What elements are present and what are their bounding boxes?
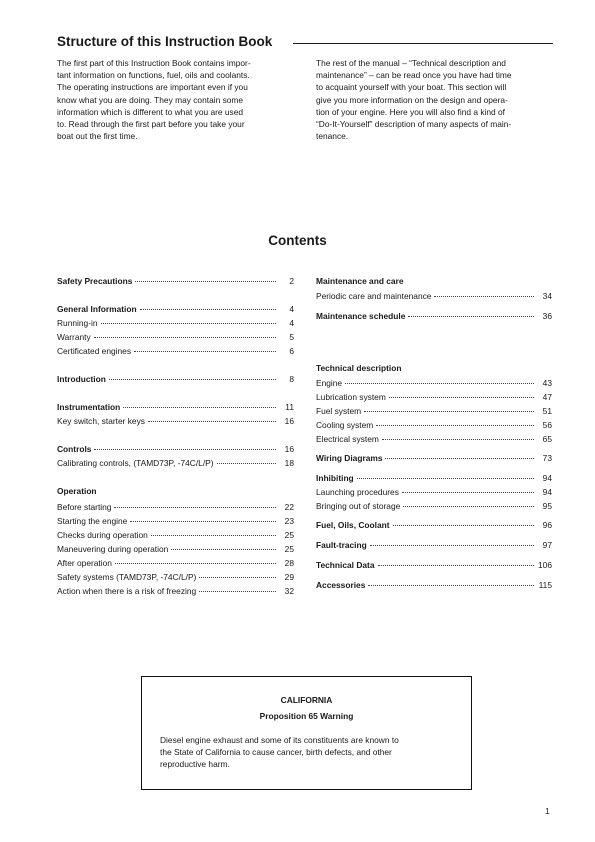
toc-entry-title: Technical description: [316, 363, 402, 373]
toc-dot-leader: [101, 323, 276, 324]
intro-left-paragraph: [57, 57, 292, 142]
toc-entry-title: Safety Precautions: [57, 276, 133, 286]
toc-entry: [316, 311, 552, 323]
toc-entry-page: 94: [542, 473, 552, 483]
toc-entry: [316, 291, 552, 303]
warning-line: the State of California to cause cancer, birth defects, and other: [160, 747, 392, 757]
toc-entry-title: Maintenance schedule: [316, 311, 406, 321]
toc-entry-page: 95: [542, 501, 552, 511]
toc-entry: [57, 276, 294, 288]
toc-entry-page: 8: [289, 374, 294, 384]
toc-entry-title: Cooling system: [316, 420, 374, 430]
toc-entry: [57, 544, 294, 556]
toc-entry-page: 29: [284, 572, 294, 582]
toc-entry-title: Bringing out of storage: [316, 501, 401, 511]
toc-entry-title: Operation: [57, 486, 97, 496]
intro-line: tenance.: [316, 131, 349, 142]
toc-entry-page: 51: [542, 406, 552, 416]
warning-body: [160, 734, 460, 770]
toc-dot-leader: [434, 296, 534, 297]
toc-dot-leader: [345, 383, 534, 384]
toc-entry-title: Introduction: [57, 374, 106, 384]
toc-entry-title: Before starting: [57, 502, 112, 512]
toc-entry-page: 94: [542, 487, 552, 497]
toc-entry: [316, 378, 552, 390]
toc-dot-leader: [123, 407, 276, 408]
toc-entry: [316, 473, 552, 485]
toc-entry-title: Maintenance and care: [316, 276, 404, 286]
toc-dot-leader: [199, 591, 276, 592]
intro-line: maintenance” – can be read once you have had time: [316, 70, 512, 81]
intro-right-paragraph: [316, 57, 556, 142]
toc-dot-leader: [109, 379, 276, 380]
toc-entry: [316, 434, 552, 446]
toc-entry-title: Maneuvering during operation: [57, 544, 169, 554]
toc-entry-title: After operation: [57, 558, 112, 568]
toc-dot-leader: [151, 535, 276, 536]
toc-entry-page: 96: [542, 520, 552, 530]
toc-entry-title: Action when there is a risk of freezing: [57, 586, 197, 596]
toc-entry-title: Lubrication system: [316, 392, 386, 402]
toc-entry-page: 34: [542, 291, 552, 301]
toc-entry: [57, 416, 294, 428]
toc-entry-title: Technical Data: [316, 560, 375, 570]
toc-entry-page: 18: [284, 458, 294, 468]
toc-entry-page: 28: [284, 558, 294, 568]
toc-dot-leader: [378, 565, 535, 566]
toc-entry-title: Periodic care and maintenance: [316, 291, 432, 301]
toc-entry-page: 25: [284, 544, 294, 554]
toc-entry-title: General Information: [57, 304, 137, 314]
toc-entry-page: 16: [284, 416, 294, 426]
toc-entry: [316, 580, 552, 592]
toc-entry-title: Fuel system: [316, 406, 362, 416]
toc-dot-leader: [134, 351, 276, 352]
toc-dot-leader: [364, 411, 534, 412]
toc-dot-leader: [393, 525, 534, 526]
toc-entry-page: 5: [289, 332, 294, 342]
intro-line: information which is different to what you are used: [57, 106, 244, 117]
toc-entry-title: Key switch, starter keys: [57, 416, 145, 426]
toc-entry: [316, 501, 552, 513]
toc-entry-page: 106: [538, 560, 552, 570]
toc-entry-page: 2: [289, 276, 294, 286]
toc-entry: [316, 560, 552, 572]
toc-entry: [57, 318, 294, 330]
toc-entry: [316, 420, 552, 432]
toc-entry: [57, 502, 294, 514]
toc-dot-leader: [148, 421, 276, 422]
toc-entry: [57, 530, 294, 542]
toc-entry-page: 73: [542, 453, 552, 463]
page-heading: Structure of this Instruction Book: [57, 34, 273, 49]
toc-entry-page: 25: [284, 530, 294, 540]
toc-entry: [57, 374, 294, 386]
toc-entry: [57, 346, 294, 358]
warning-subtitle: Proposition 65 Warning: [259, 711, 354, 721]
toc-entry: [57, 332, 294, 344]
warning-title: CALIFORNIA: [280, 695, 333, 705]
toc-entry-title: Running-in: [57, 318, 98, 328]
toc-entry: [316, 487, 552, 499]
toc-entry-page: 56: [542, 420, 552, 430]
toc-dot-leader: [402, 492, 534, 493]
toc-entry-title: Engine: [316, 378, 343, 388]
intro-line: “Do-It-Yourself” description of many aspects of main-: [316, 119, 512, 130]
toc-dot-leader: [368, 585, 534, 586]
toc-entry-title: Certificated engines: [57, 346, 132, 356]
toc-entry-page: 11: [285, 402, 294, 412]
warning-line: reproductive harm.: [160, 759, 230, 769]
toc-entry-page: 36: [542, 311, 552, 321]
toc-dot-leader: [376, 425, 534, 426]
prop65-warning-box: [141, 676, 472, 790]
toc-entry-page: 16: [284, 444, 294, 454]
toc-dot-leader: [385, 458, 534, 459]
toc-entry-page: 43: [542, 378, 552, 388]
intro-line: give you more information on the design and opera-: [316, 94, 508, 105]
toc-dot-leader: [135, 281, 276, 282]
intro-line: tion of your engine. Here you will also find a kind of: [316, 106, 506, 117]
toc-dot-leader: [408, 316, 534, 317]
toc-entry-page: 115: [538, 580, 552, 590]
toc-dot-leader: [403, 506, 534, 507]
toc-entry: [316, 406, 552, 418]
toc-entry-title: Calibrating controls, (TAMD73P, -74C/L/P): [57, 458, 214, 468]
toc-entry-page: 47: [542, 392, 552, 402]
toc-dot-leader: [357, 478, 534, 479]
toc-entry-page: 22: [284, 502, 294, 512]
warning-line: Diesel engine exhaust and some of its constituents are known to: [160, 735, 399, 745]
toc-entry-page: 4: [289, 318, 294, 328]
toc-entry: [316, 363, 552, 375]
toc-entry-title: Wiring Diagrams: [316, 453, 383, 463]
toc-entry-title: Fuel, Oils, Coolant: [316, 520, 390, 530]
contents-title: Contents: [268, 233, 327, 248]
toc-entry: [57, 444, 294, 456]
toc-dot-leader: [130, 521, 276, 522]
intro-line: tant information on functions, fuel, oils and coolants.: [57, 70, 250, 81]
toc-entry: [57, 402, 294, 414]
page-number: 1: [545, 806, 550, 816]
toc-entry: [316, 453, 552, 465]
intro-line: to acquaint yourself with your boat. This section will: [316, 82, 507, 93]
toc-entry-title: Inhibiting: [316, 473, 354, 483]
toc-entry-title: Instrumentation: [57, 402, 121, 412]
toc-entry-page: 23: [284, 516, 294, 526]
toc-entry: [57, 558, 294, 570]
toc-dot-leader: [217, 463, 276, 464]
toc-dot-leader: [94, 449, 276, 450]
toc-dot-leader: [114, 507, 276, 508]
toc-entry-title: Safety systems (TAMD73P, -74C/L/P): [57, 572, 197, 582]
toc-dot-leader: [140, 309, 276, 310]
toc-dot-leader: [389, 397, 534, 398]
toc-entry: [57, 486, 294, 498]
toc-entry: [316, 392, 552, 404]
toc-entry-page: 97: [542, 540, 552, 550]
intro-line: to. Read through the first part before you take your: [57, 119, 245, 130]
toc-entry: [316, 520, 552, 532]
toc-dot-leader: [115, 563, 276, 564]
toc-entry-page: 4: [289, 304, 294, 314]
toc-entry: [57, 572, 294, 584]
toc-entry-title: Checks during operation: [57, 530, 148, 540]
toc-dot-leader: [171, 549, 276, 550]
toc-entry: [57, 586, 294, 598]
toc-dot-leader: [382, 439, 534, 440]
toc-entry-title: Starting the engine: [57, 516, 128, 526]
toc-entry-page: 32: [284, 586, 294, 596]
toc-dot-leader: [370, 545, 534, 546]
toc-entry-page: 65: [542, 434, 552, 444]
toc-entry: [57, 304, 294, 316]
toc-entry-title: Controls: [57, 444, 92, 454]
toc-entry-title: Warranty: [57, 332, 91, 342]
toc-dot-leader: [199, 577, 276, 578]
toc-dot-leader: [94, 337, 276, 338]
toc-entry-title: Electrical system: [316, 434, 379, 444]
toc-entry: [316, 540, 552, 552]
toc-entry: [316, 276, 552, 288]
intro-line: The rest of the manual – “Technical description and: [316, 58, 506, 68]
intro-line: know what you are doing. They may contain some: [57, 94, 244, 105]
intro-line: The first part of this Instruction Book contains impor-: [57, 58, 251, 68]
toc-entry: [57, 458, 294, 470]
heading-rule: [293, 43, 553, 44]
toc-entry-title: Launching procedures: [316, 487, 399, 497]
toc-entry-title: Accessories: [316, 580, 366, 590]
toc-entry-page: 6: [289, 346, 294, 356]
toc-entry: [57, 516, 294, 528]
heading-row: [57, 34, 553, 54]
toc-entry-title: Fault-tracing: [316, 540, 367, 550]
intro-line: The operating instructions are important even if you: [57, 82, 248, 93]
intro-line: boat out the first time.: [57, 131, 138, 142]
